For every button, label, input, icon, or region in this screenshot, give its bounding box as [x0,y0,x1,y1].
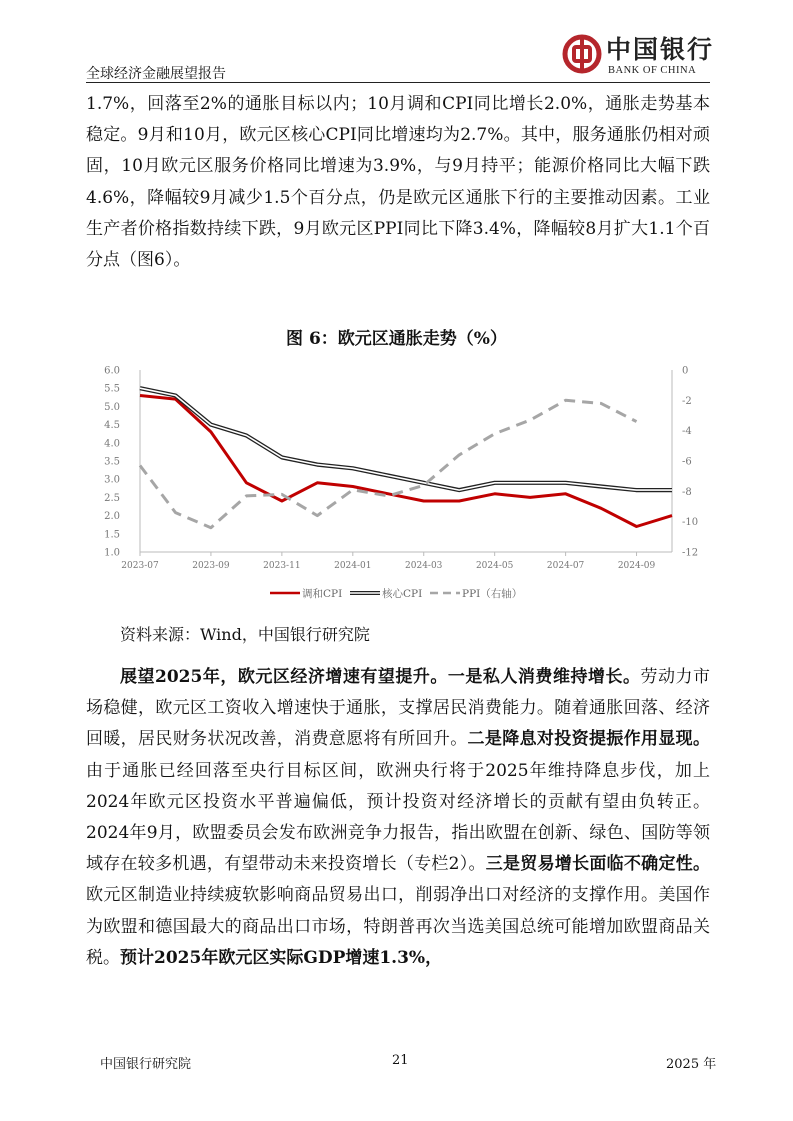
left-tick-label: 3.0 [104,474,120,486]
x-tick-label: 2023-11 [263,561,301,571]
right-tick-label: -10 [682,517,699,529]
footer-org: 中国银行研究院 [100,1057,192,1072]
paragraph-inflation: 1.7%，回落至2%的通胀目标以内；10月调和CPI同比增长2.0%，通胀走势基本稳定。9月和10月，欧元区核心CPI同比增速均为2.7%。其中，服务通胀仍相对顽固，10月欧元区服务价格同比增速为3.9%，与9月持平；能源价格同比大幅下跌4.6%，降幅较9月减少1.5个百分点，仍是欧元区通胀下行的主要推动因素。工业生产者价格指数持续下跌，9月欧元区PPI同比下降3.4%，降幅较8月扩大1.1个百分点（图6）。 [86,94,710,271]
left-tick-label: 1.0 [104,547,120,559]
legend-label: 调和CPI [302,588,343,600]
bold-run: 预计2025年欧元区实际GDP增速1.3%， [120,947,443,968]
figure-source: 资料来源：Wind，中国银行研究院 [120,625,370,644]
footer-year: 2025 年 [666,1057,717,1072]
right-tick-label: -12 [682,547,699,559]
text-run: 欧元区制造业持续疲软影响商品贸易出口，削弱净出口对经济的支撑作用。美国作为欧盟和德国最大的商品出口市场，特朗普再次当选美国总统可能增加欧盟商品关税。 [86,885,710,968]
bold-run: 二是降息对投资提振作用显现。 [467,729,711,750]
left-tick-label: 2.5 [104,492,120,504]
right-tick-label: -8 [682,486,692,498]
legend-label: 核心CPI [382,588,423,600]
eurozone-inflation-chart [92,356,712,611]
boc-emblem-icon [562,34,602,74]
paragraph-outlook [86,662,710,974]
running-header-title: 全球经济金融展望报告 [86,66,226,82]
left-tick-label: 1.5 [104,529,120,541]
right-tick-label: 0 [682,365,689,377]
left-tick-label: 3.5 [104,456,120,468]
left-tick-label: 4.5 [104,420,120,432]
logo-chinese-text: 中国银行 [606,35,715,64]
right-tick-label: -2 [682,395,692,407]
text-run: 由于通胀已经回落至央行目标区间，欧洲央行将于2025年维持降息步伐，加上2024年欧元区投资水平普遍偏低，预计投资对经济增长的贡献有望由负转正。2024年9月，欧盟委员会发布欧洲竞争力报告，指出欧盟在创新、绿色、国防等领域存在较多机遇，有望带动未来投资增长（专栏2）。 [86,760,710,875]
left-tick-label: 5.5 [104,383,120,395]
left-tick-label: 6.0 [104,365,120,377]
bank-logo [562,30,722,84]
bold-run: 三是贸易增长面临不确定性。 [485,854,710,875]
right-tick-label: -4 [682,426,692,438]
x-tick-label: 2024-01 [334,561,372,571]
right-tick-label: -6 [682,456,692,468]
text-run: 劳动力市场稳健，欧元区工资收入增速快于通胀，支撑居民消费能力。随着通胀回落、经济回暖，居民财务状况改善，消费意愿将有所回升。 [86,667,710,750]
x-tick-label: 2024-05 [475,561,514,571]
bold-run: 展望2025年，欧元区经济增速有望提升。一是私人消费维持增长。 [120,667,641,687]
x-tick-label: 2024-07 [546,561,585,571]
figure-title: 图 6：欧元区通胀走势（%） [286,329,507,349]
left-tick-label: 2.0 [104,511,120,523]
x-tick-label: 2023-07 [121,561,159,571]
x-tick-label: 2023-09 [192,561,230,571]
page-number: 21 [392,1053,409,1068]
logo-english-text: BANK OF CHINA [608,65,697,76]
legend-label: PPI（右轴） [462,588,523,600]
x-tick-label: 2024-03 [405,561,443,571]
ppi-line [140,400,637,527]
left-tick-label: 5.0 [104,401,120,413]
hicp-line [140,396,672,527]
left-tick-label: 4.0 [104,438,120,450]
x-tick-label: 2024-09 [617,561,656,571]
